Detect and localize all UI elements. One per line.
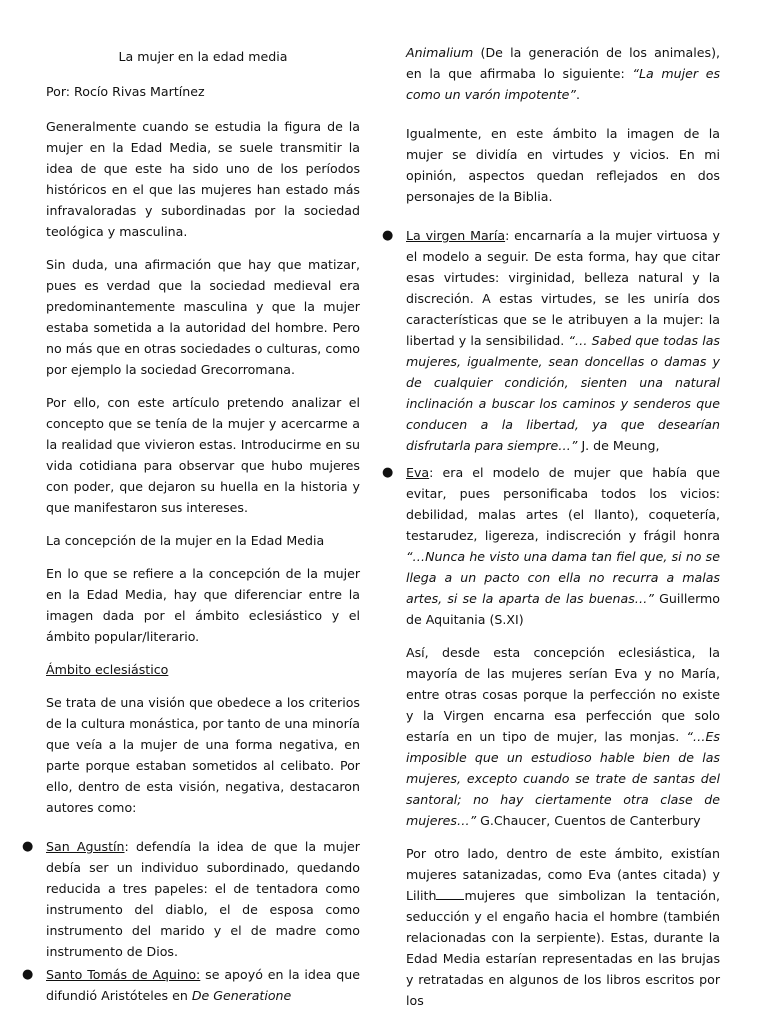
bullet-san-agustin [22,836,360,962]
paragraph-nuance: Sin duda, una afirmación que hay que matizar, pues es verdad que la sociedad medieval era predominantemente masculina y que la mujer estaba sometida a la autoridad del hombre. Pero no más que en otras sociedades o culturas, como por ejemplo la sociedad Grecorromana. [46,257,360,377]
quote: “…Nunca he visto una dama tan fiel que, si no se llega a un pacto con ella no recurra a malas artes, si se la aparta de las buenas…” [406,549,720,606]
quote: “La mujer es como un varón impotente” [406,66,721,102]
paragraph-continuation: Animalium (De la generación de los animales), en la que afirmaba lo siguiente: “La mujer es como un varón impotente”. [406,45,721,102]
article-title: La mujer en la edad media [118,49,288,64]
bullet-eva: ● Eva: era el modelo de mujer que había que evitar, pues personificaba todos los vicios: debilidad, malas artes (el llanto), coquetería, testarudez, ligereza, indiscreción y frágil honra “…Nunca he visto una dama tan fiel que, si no se llega a un pacto con ella no recurra a malas artes, si se la aparta de las buenas…” Guillermo de Aquitania (S.XI) [406,462,720,630]
section-heading-concepcion: La concepción de la mujer en la Edad Media [46,533,325,548]
bullet-virgen-maria: ● La virgen María: encarnaría a la mujer virtuosa y el modelo a seguir. De esta forma, hay que citar esas virtudes: virginidad, belleza natural y la discreción. A estas virtudes, se les uniría dos características que se le atribuyen a la mujer: la libertad y la sensibilidad. “… Sabed que todas las mujeres, igualmente, sean doncellas o damas y de cualquier condición, sienten una natural inclinación a buscar los caminos y senderos que conducen a la libertad, ya que desearían disfrutarla para siempre…” J. de Meung, [406,225,720,456]
paragraph-concepcion: En lo que se refiere a la concepción de la mujer en la Edad Media, hay que diferenciar entre la imagen dada por el ámbito eclesiástico y el ámbito popular/literario. [46,566,360,644]
left-column [22,42,360,1006]
bullet-icon: ● [382,228,394,243]
paragraph-satanizadas: Por otro lado, dentro de este ámbito, existían mujeres satanizadas, como Eva (antes citada) y Lilith mujeres que simbolizan la tentación, seducción y el engaño hacia el hombre (también relacionadas con la serpiente). Estas, durante la Edad Media estarían representadas en las brujas y retratadas en algunos de los libros escritos por los [406,846,720,1008]
citation: J. de Meung, [577,438,660,453]
quote: “… Sabed que todas las mujeres, igualmente, sean doncellas o damas y de cualquier condición, sienten una natural inclinación a buscar los caminos y senderos que conducen a la libertad, ya que desearían disfrutarla para siempre…” [406,333,720,453]
bullet-icon: ● [382,465,394,480]
bullet-name: La virgen María [406,228,506,243]
bullet-italic-title: De Generatione [191,988,292,1003]
bullet-icon: ● [22,839,34,854]
citation: Guillermo de Aquitania (S.XI) [406,591,721,627]
bullet-santo-tomas [22,964,360,1006]
blank-line [436,887,464,900]
paragraph-purpose: Por ello, con este artículo pretendo analizar el concepto que se tenía de la mujer y acercarme a la realidad que vivieron estas. Introducirme en su vida cotidiana para observar que hubo mujeres con poder, que dejaron su huella en la historia y que manifestaron sus intereses. [46,395,360,515]
paragraph-eclesiastico: Se trata de una visión que obedece a los criterios de la cultura monástica, por tanto de una minoría que veía a la mujer de una forma negativa, en parte porque estaban sometidos al celibato. Por ello, dentro de esta visión, negativa, destacaron autores como: [46,695,360,815]
quote: “…Es imposible que un estudioso hable bien de las mujeres, excepto cuando se trate de santas del santoral; no hay ciertamente otra clase de mujeres…” [406,729,720,828]
bullet-text: : defendía la idea de que la mujer debía ser un individuo subordinado, quedando reducida a tres papeles: el de tentadora como instrumento del diablo, el de esposa como instrumento del marido y el de madre como instrumento de Dios. [46,839,360,959]
bullet-text: se apoyó en la idea que difundió Aristóteles en [46,967,360,1003]
author-line: Por: Rocío Rivas Martínez [46,84,205,99]
bullet-name: Santo Tomás de Aquino: [46,967,201,982]
section-heading-eclesiastico: Ámbito eclesiástico [46,662,169,677]
italic-title: Animalium [406,45,474,60]
bullet-name: San Agustín [46,839,125,854]
paragraph-monjas: Así, desde esta concepción eclesiástica, la mayoría de las mujeres serían Eva y no María, entre otras cosas porque la perfección no existe y la Virgen encarna esa perfección que solo estaría en un tipo de mujer, las monjas. “…Es imposible que un estudioso hable bien de las mujeres, excepto cuando se trate de santas del santoral; no hay ciertamente otra clase de mujeres…” G.Chaucer, Cuentos de Canterbury [406,645,720,828]
citation: G.Chaucer, Cuentos de Canterbury [476,813,701,828]
paragraph-virtudes-vicios: Igualmente, en este ámbito la imagen de la mujer se dividía en virtudes y vicios. En mi opinión, aspectos quedan reflejados en dos personajes de la Biblia. [406,126,720,204]
paragraph-intro: Generalmente cuando se estudia la figura de la mujer en la Edad Media, se suele transmitir la idea de que este ha sido uno de los períodos históricos en el que las mujeres han estado más infravaloradas y subordinadas por la sociedad teológica y masculina. [46,119,360,239]
bullet-name: Eva [406,465,430,480]
right-column [382,42,721,1023]
bullet-icon: ● [22,967,34,982]
